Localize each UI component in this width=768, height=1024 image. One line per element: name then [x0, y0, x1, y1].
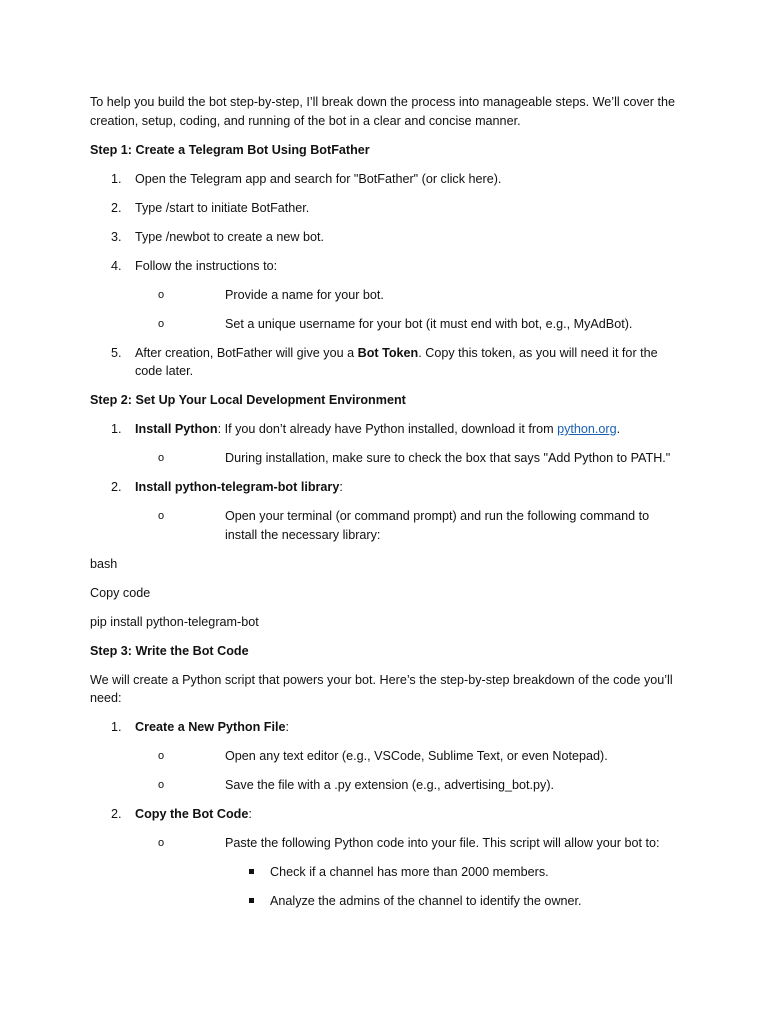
list-item	[90, 805, 684, 911]
sub-list	[135, 286, 684, 334]
step1-list	[90, 170, 684, 381]
square-bullet-icon	[249, 869, 254, 874]
list-number: 2.	[111, 200, 122, 215]
copy-code-button[interactable]: Copy code	[90, 585, 151, 600]
install-library-bold: Install python-telegram-bot library	[135, 480, 340, 494]
intro-paragraph: To help you build the bot step-by-step, I’ll break down the process into manageable steps. We’ll cover the creation, setup, coding, and running of the bot in a clear and concise manner.	[90, 95, 676, 128]
text-run: .	[616, 422, 621, 436]
list-item-text	[135, 422, 620, 436]
python-org-link[interactable]: python.org	[557, 422, 617, 436]
sub-item-text: Set a unique username for your bot (it must end with bot, e.g., MyAdBot).	[225, 316, 633, 331]
code-language-label: bash	[90, 556, 118, 571]
list-number: 5.	[111, 345, 122, 360]
list-number: 3.	[111, 229, 122, 244]
sub-sub-list-item	[180, 863, 684, 882]
list-item	[90, 420, 684, 468]
list-item-text: Open the Telegram app and search for "BotFather" (or click here).	[135, 171, 502, 186]
step2-list	[90, 420, 684, 544]
install-command: pip install python-telegram-bot	[90, 614, 259, 629]
step1-heading: Step 1: Create a Telegram Bot Using BotFather	[90, 142, 370, 157]
sub-list-item	[90, 834, 684, 911]
list-item-text	[135, 807, 252, 821]
list-item	[90, 257, 684, 334]
copy-code-bold: Copy the Bot Code	[135, 807, 249, 821]
sub-sub-list-item	[180, 892, 684, 911]
circle-bullet-icon: o	[158, 510, 165, 522]
sub-item-text: Open your terminal (or command prompt) and run the following command to install the necessary library:	[225, 509, 650, 542]
sub-sub-list	[135, 863, 684, 911]
list-item	[90, 228, 684, 247]
sub-list-item	[90, 286, 684, 305]
list-number: 1.	[111, 720, 122, 734]
list-item-text: Type /newbot to create a new bot.	[135, 229, 325, 244]
step2-heading: Step 2: Set Up Your Local Development Environment	[90, 393, 406, 407]
step3-list	[90, 718, 684, 911]
text-run: . Copy this token, as you will need it for the code later.	[135, 345, 658, 378]
list-item	[90, 718, 684, 795]
circle-bullet-icon: o	[158, 779, 165, 791]
sub-list	[135, 507, 684, 544]
sub-list-item	[90, 315, 684, 334]
text-run: : If you don’t already have Python installed, download it from	[217, 422, 558, 436]
sub-list-item	[90, 507, 684, 544]
square-bullet-icon	[249, 898, 254, 903]
step3-intro: We will create a Python script that powers your bot. Here’s the step-by-step breakdown of the code you’ll need:	[90, 672, 673, 705]
text-run: :	[339, 480, 343, 494]
sub-list	[135, 747, 684, 795]
list-number: 1.	[111, 422, 122, 436]
step3-heading: Step 3: Write the Bot Code	[90, 643, 249, 658]
list-item	[90, 199, 684, 218]
list-number: 2.	[111, 807, 122, 821]
sub-list-item	[90, 747, 684, 766]
text-run: After creation, BotFather will give you a	[135, 345, 358, 360]
new-file-bold: Create a New Python File	[135, 720, 286, 734]
list-item-text: Type /start to initiate BotFather.	[135, 200, 310, 215]
list-item-text	[135, 480, 343, 494]
text-run: :	[285, 720, 289, 734]
list-number: 1.	[111, 171, 122, 186]
sub-item-text: Paste the following Python code into your file. This script will allow your bot to:	[225, 836, 660, 850]
circle-bullet-icon: o	[158, 452, 165, 464]
list-item	[90, 344, 684, 381]
sub-item-text: During installation, make sure to check the box that says "Add Python to PATH."	[225, 451, 671, 465]
circle-bullet-icon: o	[158, 288, 165, 301]
sub-item-text: Provide a name for your bot.	[225, 287, 384, 302]
list-number: 2.	[111, 480, 122, 494]
sub-sub-item-text: Analyze the admins of the channel to identify the owner.	[270, 894, 582, 908]
install-python-bold: Install Python	[135, 422, 218, 436]
circle-bullet-icon: o	[158, 317, 165, 330]
list-item	[90, 170, 684, 189]
list-item	[90, 478, 684, 544]
sub-item-text: Open any text editor (e.g., VSCode, Sublime Text, or even Notepad).	[225, 749, 608, 763]
list-item-text	[135, 720, 289, 734]
list-item-text	[135, 346, 658, 379]
sub-list	[135, 449, 684, 468]
circle-bullet-icon: o	[158, 837, 165, 849]
circle-bullet-icon: o	[158, 750, 165, 762]
sub-list-item	[90, 449, 684, 468]
sub-list	[135, 834, 684, 911]
document-body	[90, 93, 684, 921]
sub-item-text: Save the file with a .py extension (e.g., advertising_bot.py).	[225, 778, 555, 792]
sub-list-item	[90, 776, 684, 795]
bot-token-bold: Bot Token	[357, 345, 419, 360]
list-item-text: Follow the instructions to:	[135, 258, 278, 273]
text-run: :	[248, 807, 252, 821]
sub-sub-item-text: Check if a channel has more than 2000 members.	[270, 865, 549, 879]
list-number: 4.	[111, 258, 122, 273]
